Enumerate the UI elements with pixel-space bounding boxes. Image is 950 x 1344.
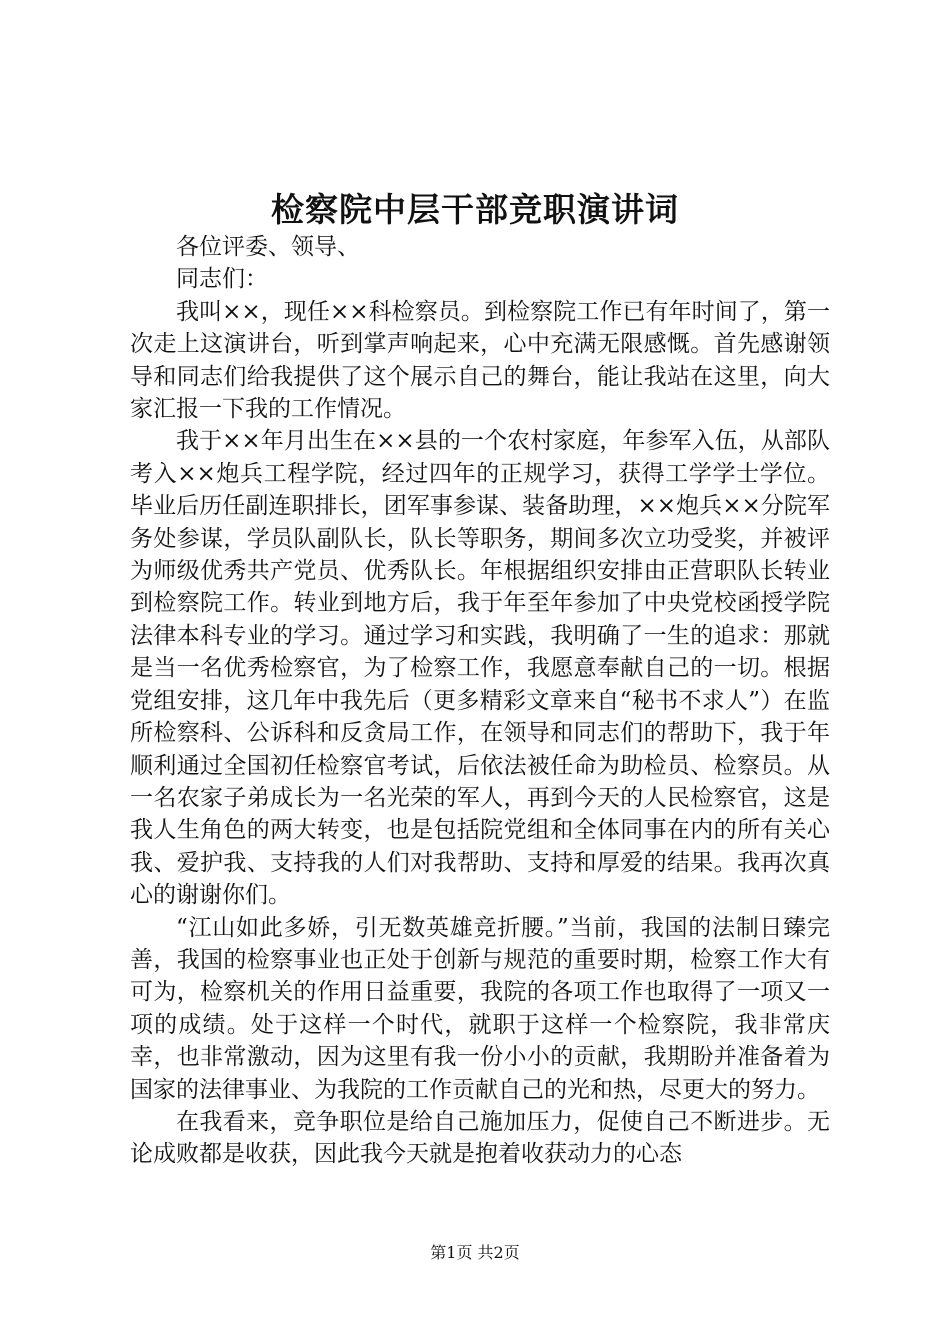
paragraph-2: 我于××年月出生在××县的一个农村家庭，年参军入伍，从部队考入××炮兵工程学院，经过四年的正规学习，获得工学学士学位。毕业后历任副连职排长，团军事参谋、装备助理，××炮兵××分院军务处参谋，学员队副队长，队长等职务，期间多次立功受奖，并被评为师级优秀共产党员、优秀队长。年根据组织安排由正营职队长转业到检察院工作。转业到地方后，我于年至年参加了中央党校函授学院法律本科专业的学习。通过学习和实践，我明确了一生的追求：那就是当一名优秀检察官，为了检察工作，我愿意奉献自己的一切。根据党组安排，这几年中我先后（更多精彩文章来自“秘书不求人”）在监所检察科、公诉科和反贪局工作，在领导和同志们的帮助下，我于年顺利通过全国初任检察官考试，后依法被任命为助检员、检察员。从一名农家子弟成长为一名光荣的军人，再到今天的人民检察官，这是我人生角色的两大转变，也是包括院党组和全体同事在内的所有关心我、爱护我、支持我的人们对我帮助、支持和厚爱的结果。我再次真心的谢谢你们。 bbox=[130, 428, 830, 909]
salutation-line-1: 各位评委、领导、 bbox=[176, 234, 360, 260]
page-number-footer: 第1页 共2页 bbox=[430, 1243, 520, 1262]
paragraph-3: “江山如此多娇，引无数英雄竞折腰。”当前，我国的法制日臻完善，我国的检察事业也正处于创新与规范的重要时期，检察工作大有可为，检察机关的作用日益重要，我院的各项工作也取得了一项又一项的成绩。处于这样一个时代，就职于这样一个检察院，我非常庆幸，也非常激动，因为这里有我一份小小的贡献，我期盼并准备着为国家的法律事业、为我院的工作贡献自己的光和热，尽更大的努力。 bbox=[130, 914, 830, 1103]
document-body bbox=[130, 231, 830, 1171]
paragraph-1: 我叫××，现任××科检察员。到检察院工作已有年时间了，第一次走上这演讲台，听到掌声响起来，心中充满无限感慨。首先感谢领导和同志们给我提供了这个展示自己的舞台，能让我站在这里，向大家汇报一下我的工作情况。 bbox=[130, 298, 830, 423]
paragraph-4: 在我看来，竞争职位是给自己施加压力，促使自己不断进步。无论成败都是收获，因此我今天就是抱着收获动力的心态 bbox=[130, 1108, 830, 1168]
document-title: 检察院中层干部竞职演讲词 bbox=[271, 190, 679, 229]
salutation-line-2: 同志们： bbox=[176, 266, 268, 293]
